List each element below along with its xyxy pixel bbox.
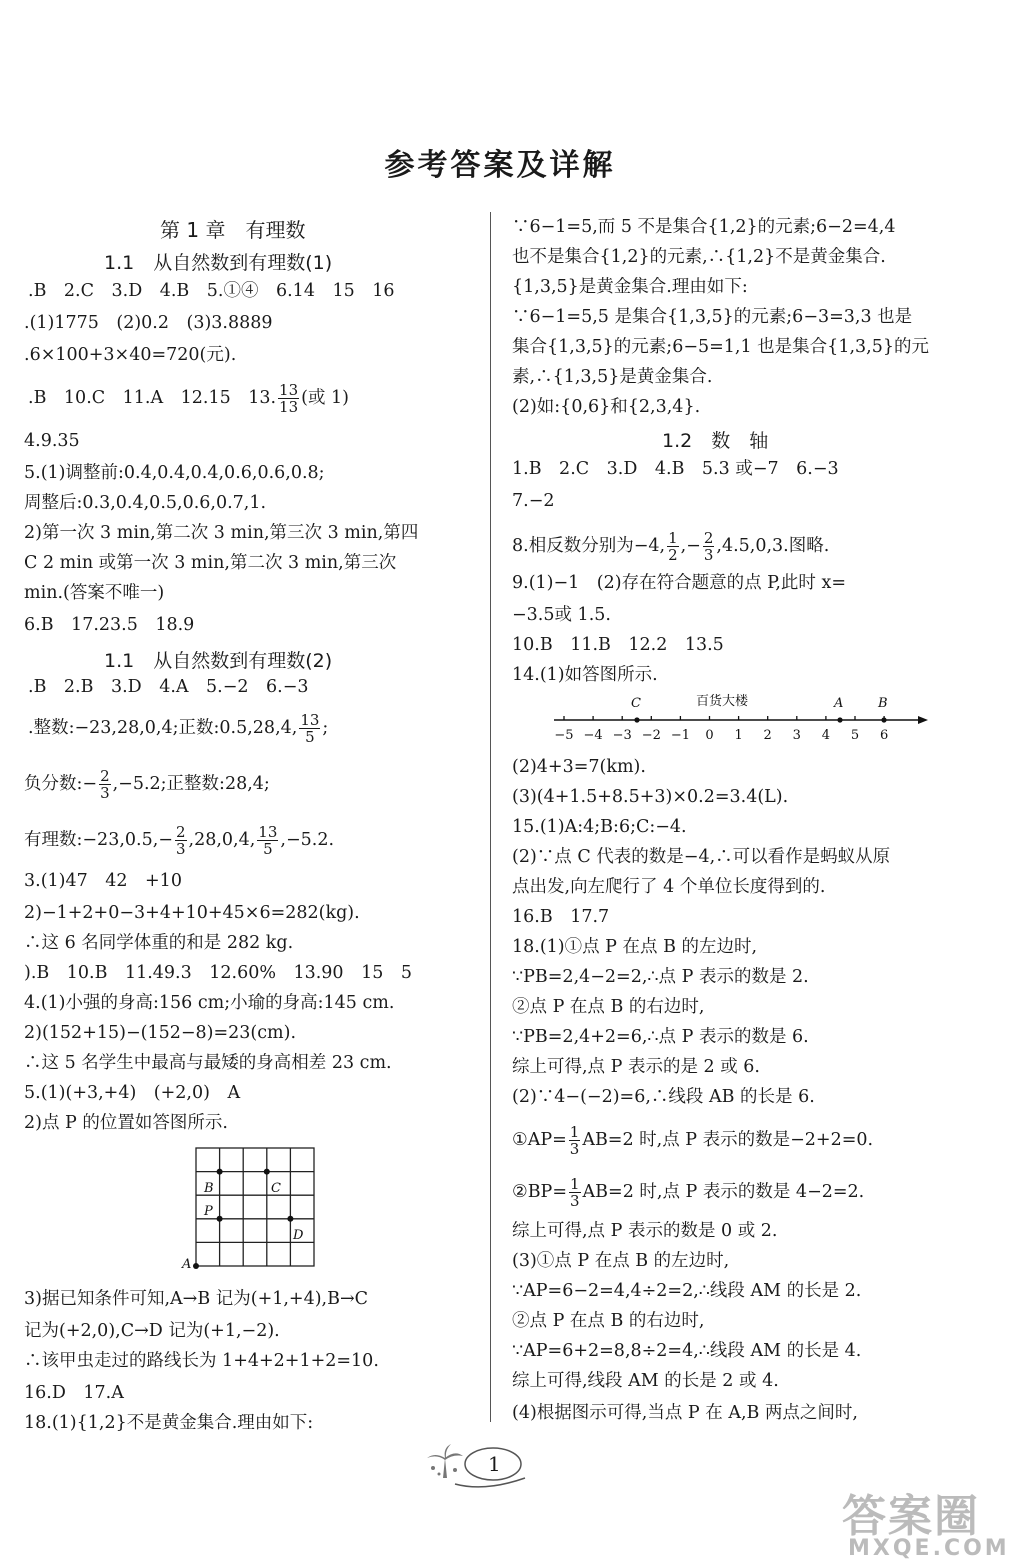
answer-line: 4.(1)小强的身高:156 cm;小瑜的身高:145 cm. (24, 993, 395, 1013)
grid-point-P (217, 1216, 223, 1222)
answer-text: ②BP= (512, 1182, 567, 1202)
number-line-figure (552, 690, 932, 750)
fraction (278, 382, 299, 415)
answer-text: (或 1) (301, 388, 349, 408)
answer-line: ∵PB=2,4+2=6,∴点 P 表示的数是 6. (512, 1027, 809, 1047)
answer-line: .(1)1775 (2)0.2 (3)3.8889 (24, 313, 273, 333)
column-divider (490, 212, 491, 1422)
axis-point-A (837, 717, 842, 722)
answer-line: 18.(1)①点 P 在点 B 的左边时, (512, 937, 758, 957)
answer-line: (3)①点 P 在点 B 的左边时, (512, 1251, 730, 1271)
section-heading-1: 1.1 从自然数到有理数(1) (104, 252, 333, 274)
axis-point-C (634, 717, 639, 722)
watermark-logo: 答案圈 MXQE.COM (842, 1491, 1010, 1561)
answer-line: 点出发,向左爬行了 4 个单位长度得到的. (512, 877, 826, 897)
fraction (569, 1176, 581, 1209)
palm-tree-icon (427, 1444, 463, 1478)
fraction (175, 824, 187, 857)
axis-tick-label: −2 (641, 728, 661, 743)
answer-line: (3)(4+1.5+8.5+3)×0.2=3.4(L). (512, 787, 789, 807)
axis-tick-label: 1 (734, 728, 743, 743)
answer-line: 素,∴{1,3,5}是黄金集合. (512, 367, 713, 387)
answer-line (512, 1124, 873, 1157)
grid-label-P: P (204, 1204, 213, 1219)
axis-tick-label: 6 (879, 728, 889, 743)
answer-line (512, 530, 829, 563)
numerator: 1 (668, 529, 678, 547)
denominator: 3 (703, 546, 714, 564)
answer-line: 18.(1){1,2}不是黄金集合.理由如下: (24, 1413, 314, 1433)
answer-line: (2)如:{0,6}和{2,3,4}. (512, 397, 701, 417)
numerator: 13 (258, 823, 278, 841)
answer-line: 9.(1)−1 (2)存在符合题意的点 P,此时 x= (512, 573, 847, 593)
axis-label-B: B (878, 696, 888, 711)
answer-line: ∵PB=2,4−2=2,∴点 P 表示的数是 2. (512, 967, 809, 987)
answer-line: C 2 min 或第一次 3 min,第二次 3 min,第三次 (24, 553, 397, 573)
grid-point-B (217, 1169, 223, 1175)
answer-line: 综上可得,点 P 表示的数是 0 或 2. (512, 1221, 778, 1241)
answer-text: ,4.5,0,3.图略. (716, 536, 830, 556)
denominator: 3 (570, 1192, 580, 1210)
answer-text: ,− (680, 536, 701, 556)
store-label: 百货大楼 (696, 694, 749, 709)
axis-tick-label: 4 (821, 728, 831, 743)
answer-text: ,−5.2. (280, 830, 335, 850)
answer-line: 周整后:0.3,0.4,0.5,0.6,0.7,1. (24, 493, 267, 513)
grid-label-C: C (271, 1181, 281, 1196)
answer-line: −3.5或 1.5. (512, 605, 611, 625)
answer-line: 也不是集合{1,2}的元素,∴{1,2}不是黄金集合. (512, 247, 886, 267)
answer-text: AB=2 时,点 P 表示的数是−2+2=0. (582, 1130, 874, 1150)
section-heading-3: 1.2 数 轴 (662, 430, 769, 452)
page-footer-ornament (425, 1440, 545, 1490)
numerator: 13 (300, 711, 320, 729)
numerator: 2 (175, 823, 186, 841)
answer-line: 2)点 P 的位置如答图所示. (24, 1113, 228, 1133)
numerator: 13 (279, 381, 299, 399)
answer-line: 16.D 17.A (24, 1383, 124, 1403)
answer-text: .整数:−23,28,0,4;正数:0.5,28,4, (28, 718, 298, 738)
denominator: 3 (100, 784, 110, 802)
answer-line: {1,3,5}是黄金集合.理由如下: (512, 277, 748, 297)
answer-line: .B 2.B 3.D 4.A 5.−2 6.−3 (28, 677, 309, 697)
answer-text: ,28,0,4, (188, 830, 256, 850)
answer-text: ,−5.2;正整数:28,4; (112, 774, 270, 794)
axis-tick-label: 2 (763, 728, 772, 743)
fraction (299, 712, 320, 745)
answer-line: 16.B 17.7 (512, 907, 610, 927)
answer-line: (2)∵4−(−2)=6,∴线段 AB 的长是 6. (512, 1087, 815, 1107)
grid-label-A: A (182, 1257, 192, 1270)
axis-tick-label: −5 (554, 728, 574, 743)
axis-label-A: A (834, 696, 844, 711)
axis-label-C: C (631, 696, 641, 711)
fraction (703, 530, 715, 563)
answer-line: 2)(152+15)−(152−8)=23(cm). (24, 1023, 297, 1043)
axis-tick-label: −1 (670, 728, 690, 743)
axis-tick-label: 3 (792, 728, 801, 743)
denominator: 5 (263, 840, 273, 858)
answer-line: 记为(+2,0),C→D 记为(+1,−2). (24, 1321, 280, 1341)
answer-text: 8.相反数分别为−4, (512, 536, 666, 556)
denominator: 13 (279, 398, 299, 416)
numerator: 2 (100, 767, 110, 785)
answer-line: 3.(1)47 42 +10 (24, 871, 182, 891)
answer-line: 15.(1)A:4;B:6;C:−4. (512, 817, 687, 837)
answer-line: 2)−1+2+0−3+4+10+45×6=282(kg). (24, 903, 360, 923)
answer-line: ∵AP=6−2=4,4÷2=2,∴线段 AM 的长是 2. (512, 1281, 862, 1301)
answer-line: ②点 P 在点 B 的右边时, (512, 997, 705, 1017)
answer-text: ①AP= (512, 1130, 567, 1150)
answer-line: 综上可得,点 P 表示的是 2 或 6. (512, 1057, 760, 1077)
axis-point-B (881, 717, 886, 722)
coordinate-grid-figure (178, 1144, 318, 1270)
answer-line: ∵AP=6+2=8,8÷2=4,∴线段 AM 的长是 4. (512, 1341, 862, 1361)
axis-tick-label: −4 (583, 728, 603, 743)
answer-line: (4)根据图示可得,当点 P 在 A,B 两点之间时, (512, 1403, 858, 1423)
fraction (569, 1124, 581, 1157)
answer-line: ).B 10.B 11.49.3 12.60% 13.90 15 5 (24, 963, 412, 983)
answer-line: (2)4+3=7(km). (512, 757, 646, 777)
answer-line: (2)∵点 C 代表的数是−4,∴可以看作是蚂蚁从原 (512, 847, 891, 867)
axis-tick-label: 5 (850, 728, 860, 743)
answer-line: 10.B 11.B 12.2 13.5 (512, 635, 724, 655)
fraction (667, 530, 679, 563)
numerator: 2 (703, 529, 714, 547)
grid-label-D: D (293, 1228, 304, 1243)
answer-line: 7.−2 (512, 491, 555, 511)
answer-text: 负分数:− (24, 774, 98, 794)
answer-line: 14.(1)如答图所示. (512, 665, 658, 685)
answer-line: 4.9.35 (24, 431, 80, 451)
grid-point-D (287, 1216, 293, 1222)
page-title: 参考答案及详解 (384, 148, 616, 183)
denominator: 5 (305, 728, 315, 746)
answer-line: 5.(1)(+3,+4) (+2,0) A (24, 1083, 241, 1103)
answer-line (28, 382, 349, 415)
grid-label-B: B (204, 1181, 214, 1196)
section-heading-2: 1.1 从自然数到有理数(2) (104, 650, 333, 672)
answer-line: ∴这 5 名学生中最高与最矮的身高相差 23 cm. (24, 1053, 392, 1073)
axis-tick-label: 0 (705, 728, 714, 743)
answer-text: AB=2 时,点 P 表示的数是 4−2=2. (582, 1182, 865, 1202)
axis-tick-label: −3 (612, 728, 632, 743)
answer-line (28, 712, 328, 745)
answer-line: 5.(1)调整前:0.4,0.4,0.4,0.6,0.6,0.8; (24, 463, 325, 483)
grid-point-A (193, 1263, 199, 1269)
answer-text: 有理数:−23,0.5,− (24, 830, 173, 850)
answer-line: 3)据已知条件可知,A→B 记为(+1,+4),B→C (24, 1289, 369, 1309)
answer-line (24, 824, 334, 857)
denominator: 2 (668, 546, 678, 564)
denominator: 3 (569, 1140, 580, 1158)
answer-line: 1.B 2.C 3.D 4.B 5.3 或−7 6.−3 (512, 459, 839, 479)
answer-line (24, 768, 270, 801)
numerator: 1 (570, 1175, 580, 1193)
answer-line: 6.B 17.23.5 18.9 (24, 615, 195, 635)
chapter-heading: 第 1 章 有理数 (160, 218, 306, 242)
answer-text: .B 10.C 11.A 12.15 13. (28, 388, 277, 408)
answer-line: ∴这 6 名同学体重的和是 282 kg. (24, 933, 294, 953)
numerator: 1 (569, 1123, 580, 1141)
fraction (257, 824, 278, 857)
answer-text: ; (322, 718, 329, 738)
page-number: 1 (488, 1452, 501, 1476)
answer-line: ∴该甲虫走过的路线长为 1+4+2+1+2=10. (24, 1351, 379, 1371)
answer-line: ②点 P 在点 B 的右边时, (512, 1311, 705, 1331)
answer-line: ∵6−1=5,5 是集合{1,3,5}的元素;6−3=3,3 也是 (512, 307, 913, 327)
fraction (99, 768, 111, 801)
answer-line: 2)第一次 3 min,第二次 3 min,第三次 3 min,第四 (24, 523, 419, 543)
answer-line: min.(答案不唯一) (24, 583, 165, 603)
answer-line: 集合{1,3,5}的元素;6−5=1,1 也是集合{1,3,5}的元 (512, 337, 929, 357)
answer-line: .6×100+3×40=720(元). (24, 345, 237, 365)
answer-line (512, 1176, 864, 1209)
answer-line: ∵6−1=5,而 5 不是集合{1,2}的元素;6−2=4,4 (512, 217, 896, 237)
answer-line: .B 2.C 3.D 4.B 5.①④ 6.14 15 16 (28, 281, 395, 301)
denominator: 3 (175, 840, 186, 858)
grid-point-C (264, 1169, 270, 1175)
answer-line: 综上可得,线段 AM 的长是 2 或 4. (512, 1371, 779, 1391)
